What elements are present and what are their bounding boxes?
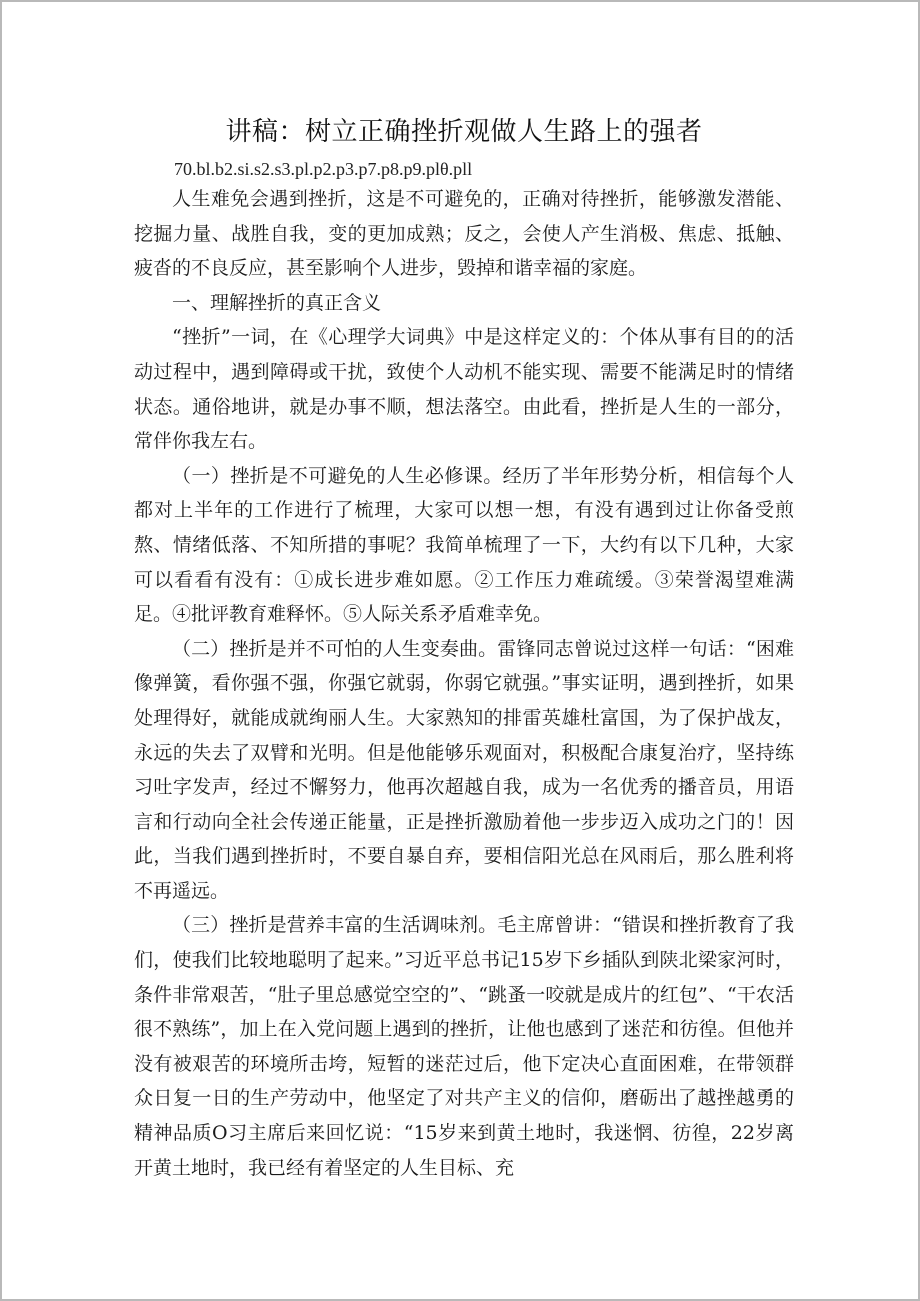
intro-paragraph: 人生难免会遇到挫折，这是不可避免的，正确对待挫折，能够激发潜能、挖掘力量、战胜自我，变的更加成熟；反之，会使人产生消极、焦虑、抵触、疲沓的不良反应，甚至影响个人进步，毁掉和谐幸福的家庭。 [134, 188, 794, 280]
point-3-paragraph: （三）挫折是营养丰富的生活调味剂。毛主席曾讲：“错误和挫折教育了我们，使我们比较地聪明了起来。”习近平总书记15岁下乡插队到陕北梁家河时，条件非常艰苦，“肚子里总感觉空空的”、“跳蚤一咬就是成片的红包”、“干农活很不熟练”，加上在入党问题上遇到的挫折，让他也感到了迷茫和彷徨。但他并没有被艰苦的环境所击垮，短暂的迷茫过后，他下定决心直面困难，在带领群众日复一日的生产劳动中，他坚定了对共产主义的信仰，磨砺出了越挫越勇的精神品质O习主席后来回忆说：“15岁来到黄土地时，我迷惘、彷徨，22岁离开黄土地时，我已经有着坚定的人生目标、充 [134, 914, 794, 1179]
document-body [134, 112, 794, 1185]
point-2-paragraph: （二）挫折是并不可怕的人生变奏曲。雷锋同志曾说过这样一句话：“困难像弹簧，看你强不强，你强它就弱，你弱它就强。”事实证明，遇到挫折，如果处理得好，就能成就绚丽人生。大家熟知的排雷英雄杜富国，为了保护战友，永远的失去了双臂和光明。但是他能够乐观面对，积极配合康复治疗，坚持练习吐字发声，经过不懈努力，他再次超越自我，成为一名优秀的播音员，用语言和行动向全社会传递正能量，正是挫折激励着他一步步迈入成功之门的！因此，当我们遇到挫折时，不要自暴自弃，要相信阳光总在风雨后，那么胜利将不再遥远。 [134, 637, 794, 902]
document-title: 讲稿：树立正确挫折观做人生路上的强者 [225, 117, 703, 147]
point-1-paragraph: （一）挫折是不可避免的人生必修课。经历了半年形势分析，相信每个人都对上半年的工作进行了梳理，大家可以想一想，有没有遇到过让你备受煎熬、情绪低落、不知所措的事呢？我简单梳理了一下，大约有以下几种，大家可以看看有没有：①成长进步难如愿。②工作压力难疏缓。③荣誉渴望难满足。④批评教育难释怀。⑤人际关系矛盾难幸免。 [134, 464, 794, 626]
document-code-line: 70.bl.b2.si.s2.s3.pl.p2.p3.p7.p8.p9.plθ.pll [174, 159, 473, 179]
section-heading: 一、理解挫折的真正含义 [172, 291, 382, 314]
definition-paragraph: “挫折”一词，在《心理学大词典》中是这样定义的：个体从事有目的的活动过程中，遇到障碍或干扰，致使个人动机不能实现、需要不能满足时的情绪状态。通俗地讲，就是办事不顺，想法落空。由此看，挫折是人生的一部分，常伴你我左右。 [134, 326, 794, 453]
